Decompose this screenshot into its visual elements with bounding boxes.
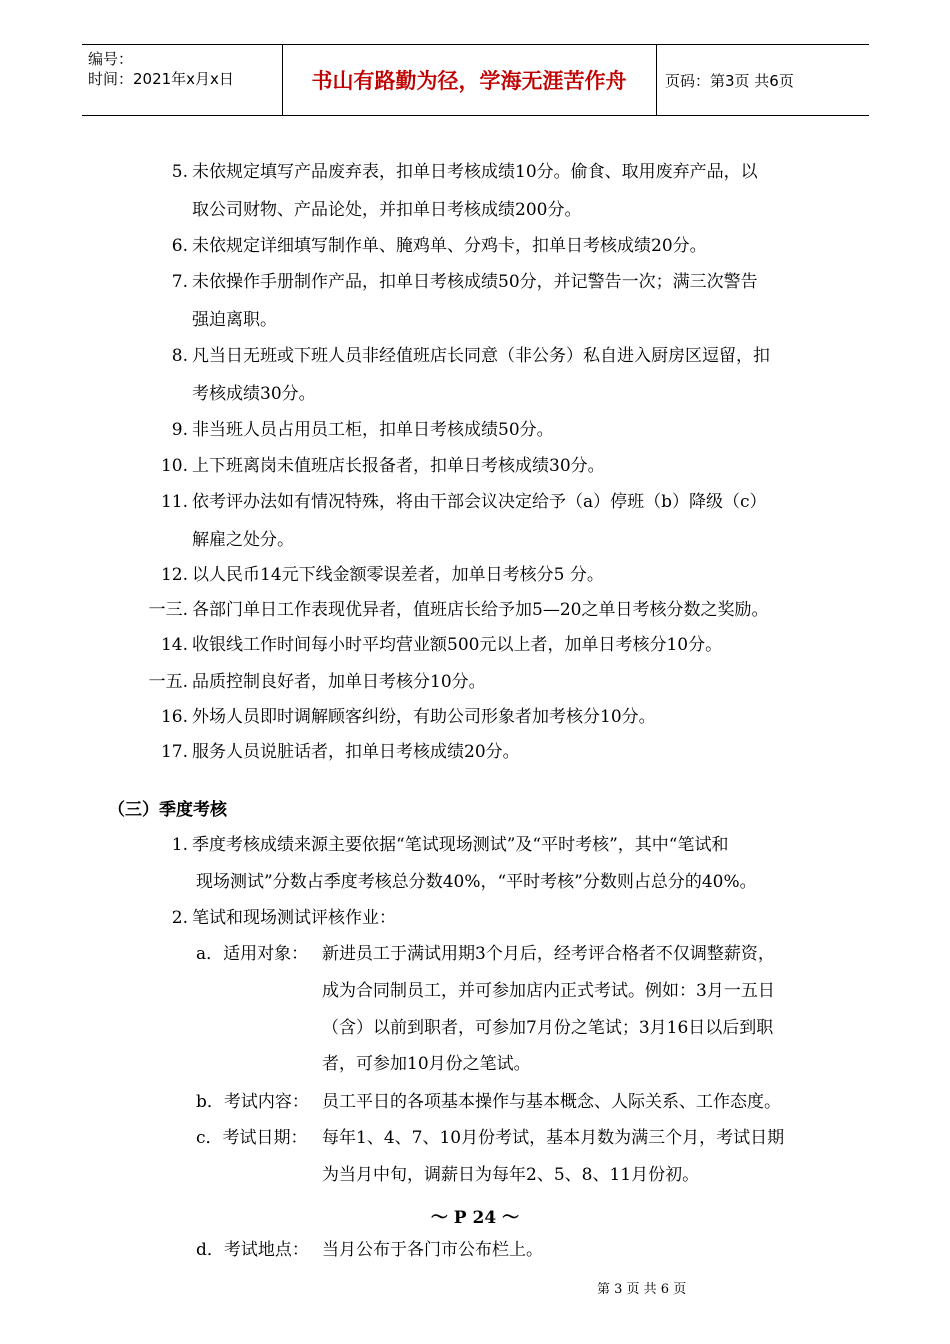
list-item: 未依操作手册制作产品，扣单日考核成绩50分，并记警告一次；满三次警告	[192, 272, 758, 292]
page-footer: 第 3 页 共 6 页	[597, 1282, 687, 1297]
item-number: 10.	[160, 456, 188, 476]
page-marker: ～ P 24 ～	[430, 1208, 520, 1228]
document-header	[82, 44, 869, 116]
item-number: 7.	[171, 272, 188, 292]
list-item: 外场人员即时调解顾客纠纷，有助公司形象者加考核分10分。	[192, 707, 656, 727]
header-divider	[656, 45, 657, 115]
item-number: 一三.	[148, 600, 188, 620]
item-number: 16.	[160, 707, 188, 727]
list-item: 笔试和现场测试评核作业：	[192, 908, 396, 928]
list-item: 服务人员说脏话者，扣单日考核成绩20分。	[192, 742, 520, 762]
list-item: 凡当日无班或下班人员非经值班店长同意（非公务）私自进入厨房区逗留，扣	[192, 346, 770, 366]
item-number: 5.	[171, 162, 188, 182]
item-number: 一五.	[148, 672, 188, 692]
list-item: 非当班人员占用员工柜，扣单日考核成绩50分。	[192, 420, 554, 440]
list-item-continuation: 考核成绩30分。	[192, 384, 316, 404]
header-meta	[88, 49, 283, 89]
item-number: 17.	[160, 742, 188, 762]
sub-item-label: b．考试内容：	[196, 1092, 309, 1112]
list-item: 未依规定填写产品废弃表，扣单日考核成绩10分。偷食、取用废弃产品，以	[192, 162, 758, 182]
list-item: 未依规定详细填写制作单、腌鸡单、分鸡卡，扣单日考核成绩20分。	[192, 236, 707, 256]
sub-item-text: （含）以前到职者，可参加7月份之笔试；3月16日以后到职	[322, 1018, 774, 1038]
sub-item-text: 新进员工于满试用期3个月后，经考评合格者不仅调整薪资，	[322, 944, 775, 964]
list-item-continuation: 解雇之处分。	[192, 530, 294, 550]
item-number: 1.	[171, 835, 188, 855]
list-item: 季度考核成绩来源主要依据“笔试现场测试”及“平时考核”，其中“笔试和	[192, 835, 729, 855]
item-number: 12.	[160, 565, 188, 585]
list-item-continuation: 强迫离职。	[192, 310, 277, 330]
list-item-continuation: 现场测试”分数占季度考核总分数40%，“平时考核”分数则占总分的40%。	[196, 872, 757, 892]
sub-item-text: 当月公布于各门市公布栏上。	[322, 1240, 543, 1260]
item-number: 11.	[160, 492, 188, 512]
number-label: 编号：	[88, 50, 134, 68]
sub-item-text: 者，可参加10月份之笔试。	[322, 1054, 531, 1074]
sub-item-label: a．适用对象：	[196, 944, 309, 964]
sub-item-label: c．考试日期：	[196, 1128, 308, 1148]
list-item: 收银线工作时间每小时平均营业额500元以上者，加单日考核分10分。	[192, 635, 723, 655]
list-item: 上下班离岗未值班店长报备者，扣单日考核成绩30分。	[192, 456, 605, 476]
item-number: 14.	[160, 635, 188, 655]
list-item-continuation: 取公司财物、产品论处，并扣单日考核成绩200分。	[192, 200, 582, 220]
list-item: 品质控制良好者，加单日考核分10分。	[192, 672, 486, 692]
item-number: 6.	[171, 236, 188, 256]
sub-item-text: 每年1、4、7、10月份考试，基本月数为满三个月，考试日期	[322, 1128, 785, 1148]
sub-item-label: d．考试地点：	[196, 1240, 309, 1260]
sub-item-text: 员工平日的各项基本操作与基本概念、人际关系、工作态度。	[322, 1092, 781, 1112]
time-label: 时间：2021年x月x日	[88, 70, 234, 88]
list-item: 各部门单日工作表现优异者，值班店长给予加5—20之单日考核分数之奖励。	[192, 600, 769, 620]
sub-item-text: 成为合同制员工，并可参加店内正式考试。例如：3月一五日	[322, 981, 775, 1001]
header-motto: 书山有路勤为径，学海无涯苦作舟	[311, 69, 627, 93]
item-number: 8.	[171, 346, 188, 366]
header-page-label: 页码：第3页 共6页	[665, 71, 794, 90]
item-number: 2.	[171, 908, 188, 928]
sub-item-text: 为当月中旬，调薪日为每年2、5、8、11月份初。	[322, 1165, 700, 1185]
list-item: 以人民币14元下线金额零误差者，加单日考核分5 分。	[192, 565, 604, 585]
item-number: 9.	[171, 420, 188, 440]
section-title: （三）季度考核	[108, 800, 227, 820]
list-item: 依考评办法如有情况特殊，将由干部会议决定给予（a）停班（b）降级（c）	[192, 492, 767, 512]
